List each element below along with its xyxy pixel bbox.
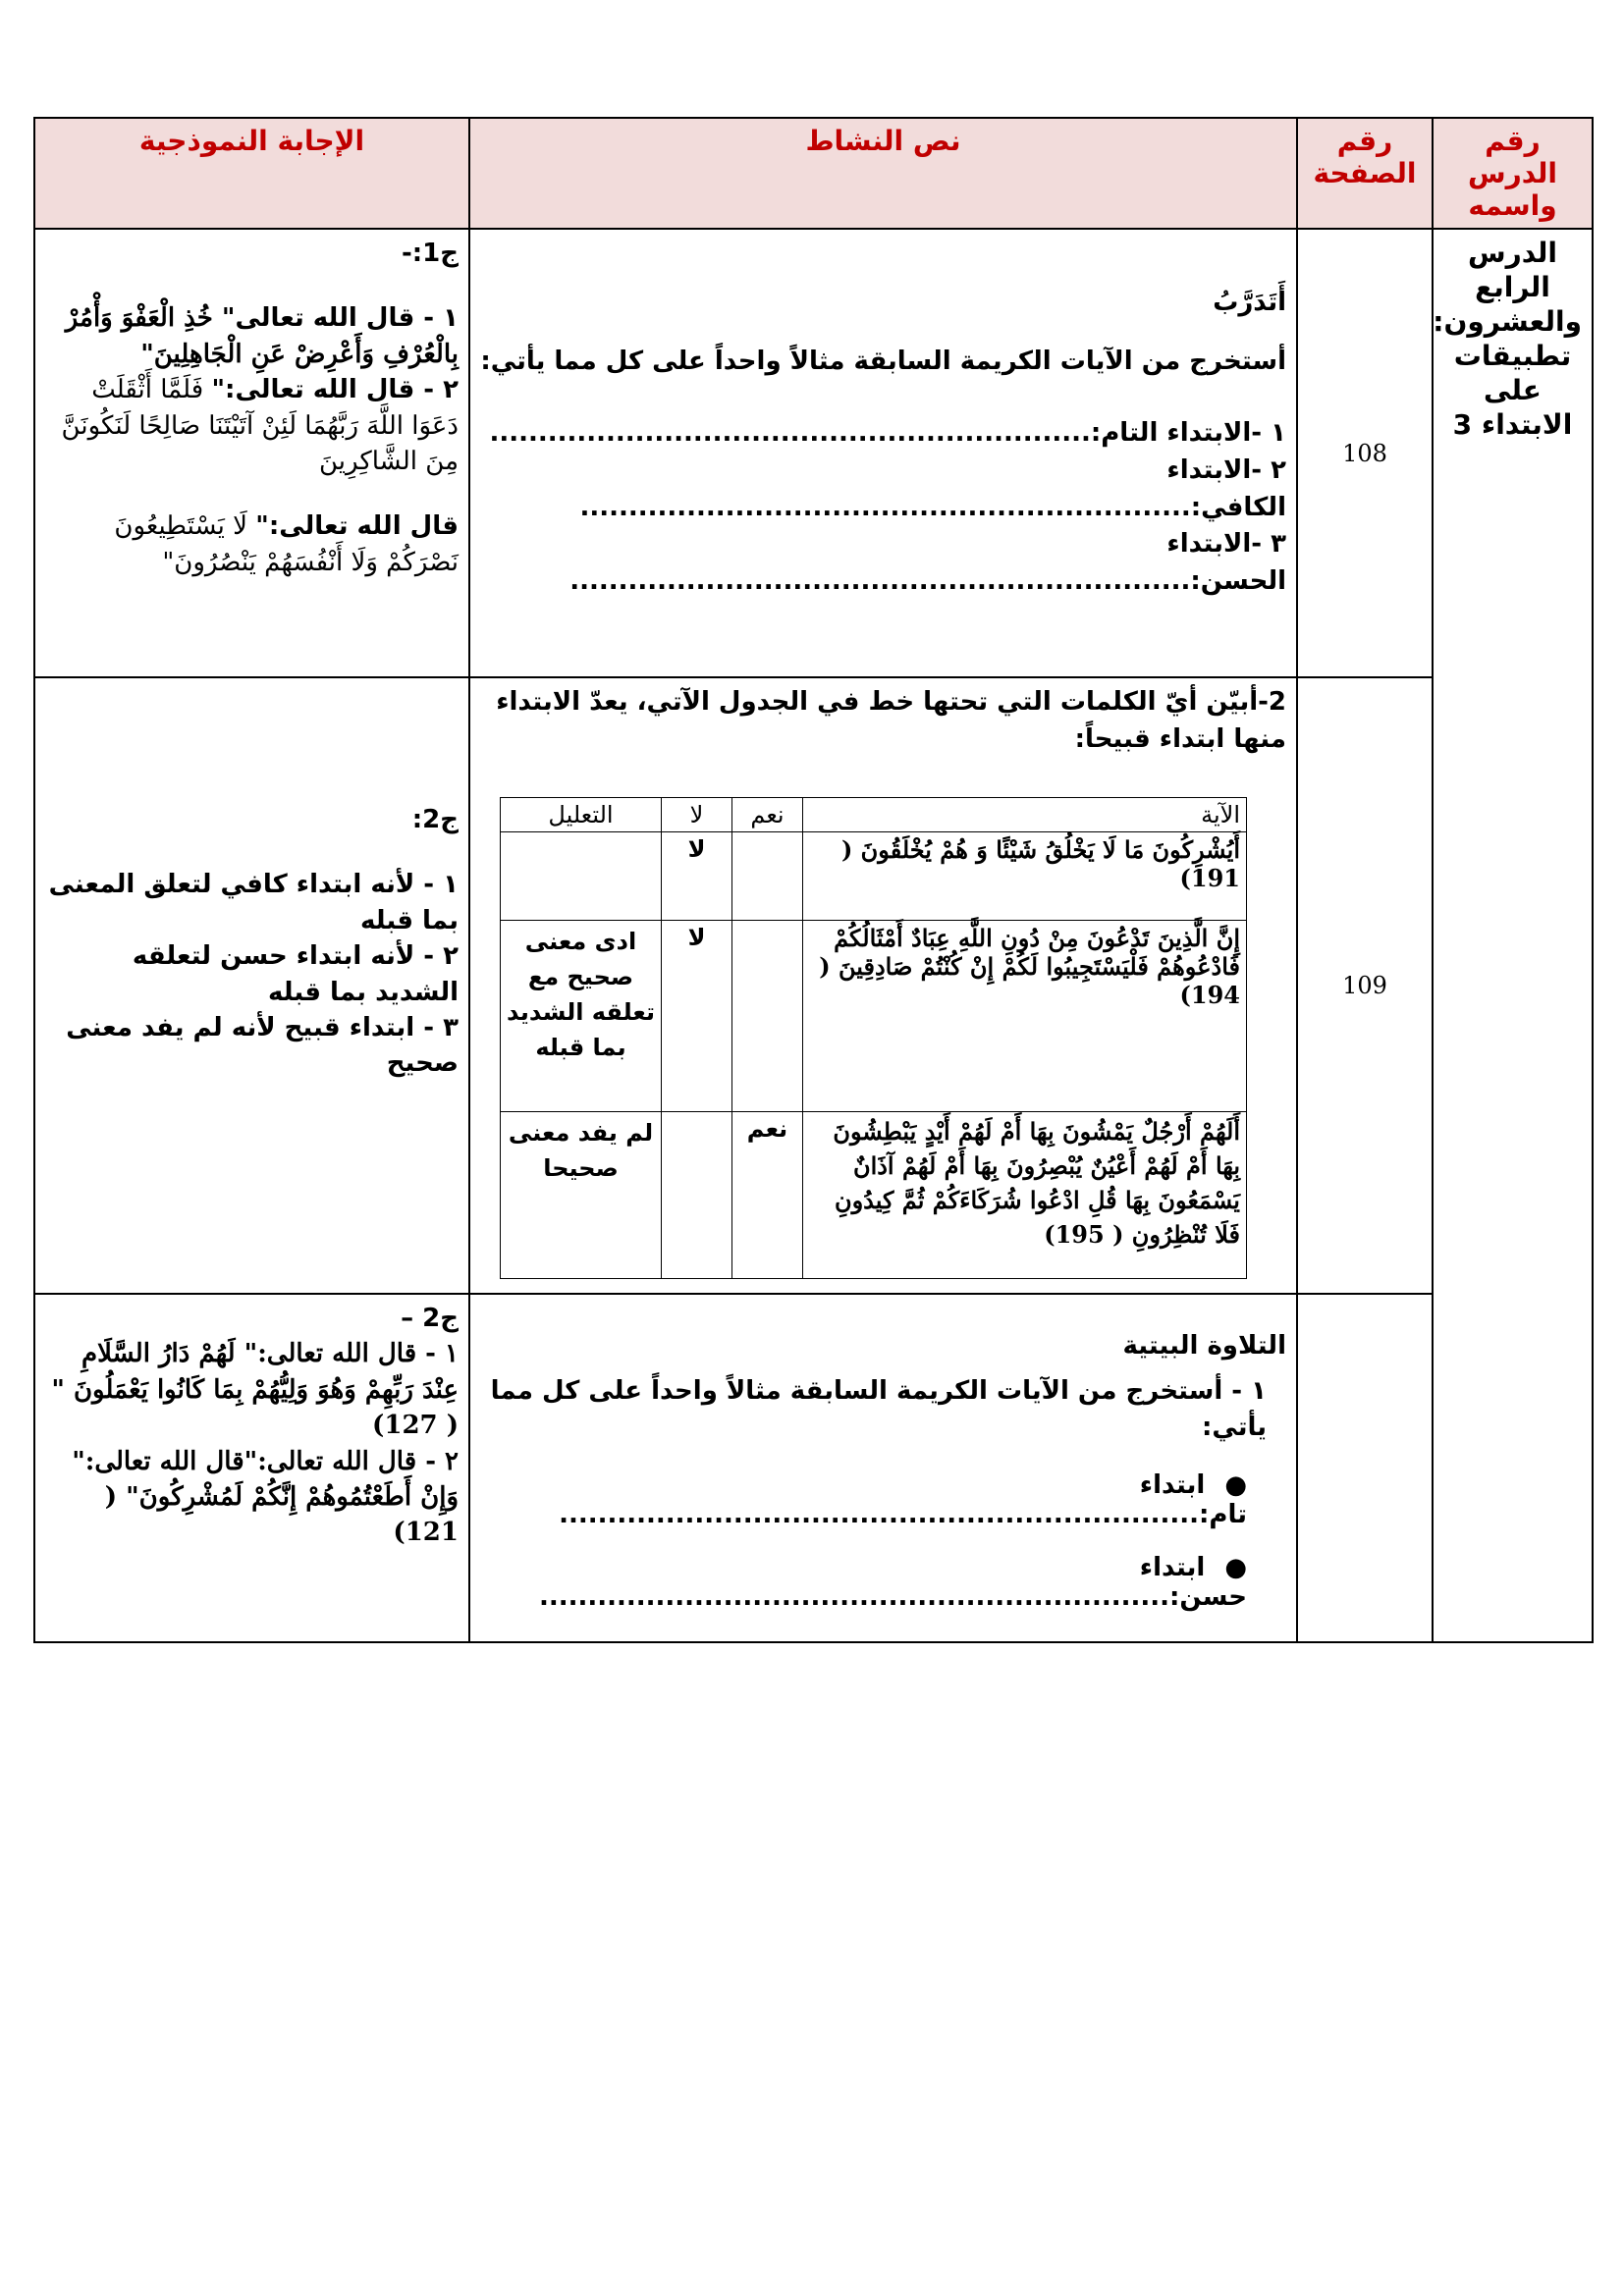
- answer-1-intro: ١ - قال الله تعالى": [221, 303, 459, 334]
- answer-1: ١ - لأنه ابتداء كافي لتعلق المعنى بما قبله: [48, 870, 459, 935]
- header-activity: نص النشاط: [469, 118, 1297, 229]
- column-header-yes: نعم: [732, 798, 803, 832]
- verse-cell: أَيُشْرِكُونَ مَا لَا يَخْلُقُ شَيْئًا وَ هُمْ يُخْلَقُونَ ( 191): [803, 832, 1247, 921]
- answer-row2: [34, 677, 469, 1294]
- yes-cell: [732, 921, 803, 1112]
- activity-item-2: ٢ -الابتداء الكافي:...............................................................: [579, 455, 1286, 522]
- verse-cell: إِنَّ الَّذِينَ تَدْعُونَ مِنْ دُونِ اللَّهِ عِبَادٌ أَمْثَالُكُمْ فَادْعُوهُمْ فَلْيَسْتَجِيبُوا لَكُمْ إِنْ كُنْتُمْ صَادِقِينَ ( 194): [803, 921, 1247, 1112]
- answer-3-intro: قال الله تعالى:": [255, 511, 459, 542]
- answer-row3: [34, 1294, 469, 1642]
- page-number-empty: [1297, 1294, 1433, 1642]
- answer-3: ٣ - ابتداء قبيح لأنه لم يفد معنى صحيح: [66, 1012, 459, 1079]
- answer-label: ج2 –: [401, 1304, 459, 1333]
- verses-table-header: [501, 798, 1247, 832]
- lesson-title: الدرس الرابع والعشرون: تطبيقات على الابتداء 3: [1433, 229, 1593, 1642]
- header-lesson: رقم الدرس واسمه: [1433, 118, 1593, 229]
- no-cell: لا: [662, 921, 732, 1112]
- activity-instruction: ١ - أستخرج من الآيات الكريمة السابقة مثالاً واحداً على كل مما يأتي:: [490, 1375, 1267, 1443]
- table-row: [501, 921, 1247, 1112]
- column-header-no: لا: [662, 798, 732, 832]
- homework-list: [480, 1470, 1247, 1612]
- answer-2: ٢ - لأنه ابتداء حسن لتعلقه الشديد بما قبله: [132, 941, 459, 1007]
- yes-cell: نعم: [732, 1112, 803, 1279]
- answer-2-verse: فَلَمَّا أَثْقَلَتْ دَعَوَا اللَّهَ رَبَّهُمَا لَئِنْ آتَيْتَنَا صَالِحًا لَنَكُونَنَّ مِنَ الشَّاكِرِينَ: [61, 375, 459, 476]
- page-number-108: 108: [1297, 229, 1433, 677]
- answer-1: [45, 300, 459, 372]
- answer-1: ١ - قال الله تعالى:" لَهُمْ دَارُ السَّلَامِ عِنْدَ رَبِّهِمْ وَهُوَ وَلِيُّهُمْ بِمَا كَانُوا يَعْمَلُونَ "( 127): [51, 1339, 459, 1441]
- table-row: [501, 1112, 1247, 1279]
- page-number-109: 109: [1297, 677, 1433, 1294]
- answer-2: [45, 372, 459, 479]
- answer-3: [45, 508, 459, 580]
- activity-heading: أَتَدَرَّبُ: [1213, 288, 1286, 317]
- column-header-verse: الآية: [803, 798, 1247, 832]
- activity-row2: [469, 677, 1297, 1294]
- table-row: [501, 832, 1247, 921]
- answer-2-intro: ٢ - قال الله تعالى:": [211, 375, 459, 405]
- reason-cell: لم يفد معنى صحيحا: [501, 1112, 662, 1279]
- header-answer: الإجابة النموذجية: [34, 118, 469, 229]
- column-header-reason: التعليل: [501, 798, 662, 832]
- answer-1-verse: خُذِ الْعَفْوَ وَأْمُرْ بِالْعُرْفِ وَأَعْرِضْ عَنِ الْجَاهِلِينَ": [65, 303, 459, 369]
- activity-row3: [469, 1294, 1297, 1642]
- answer-label: ج1:-: [401, 239, 459, 268]
- reason-cell: [501, 832, 662, 921]
- answer-row1: [34, 229, 469, 677]
- activity-heading: 2-أبيّن أيّ الكلمات التي تحتها خط في الجدول الآتي، يعدّ الابتداء منها ابتداء قبيحاً:: [496, 687, 1286, 754]
- lesson-table: [33, 117, 1594, 1643]
- verses-table: [500, 797, 1247, 1279]
- list-item: ● ابتداء حسن:.................................................................: [480, 1553, 1247, 1612]
- answer-label: ج2:: [411, 805, 459, 834]
- answer-2: ٢ - قال الله تعالى:"قال الله تعالى:" وَإِنْ أَطَعْتُمُوهُمْ إِنَّكُمْ لَمُشْرِكُونَ" ( 121): [72, 1446, 459, 1548]
- activity-instruction: أستخرج من الآيات الكريمة السابقة مثالاً واحداً على كل مما يأتي:: [480, 346, 1286, 376]
- reason-cell: ادى معنى صحيح مع تعلقه الشديد بما قبله: [501, 921, 662, 1112]
- activity-heading: التلاوة البيتية: [1122, 1331, 1286, 1361]
- activity-item-3: ٣ -الابتداء الحسن:................................................................: [569, 529, 1286, 597]
- no-cell: لا: [662, 832, 732, 921]
- yes-cell: [732, 832, 803, 921]
- no-cell: [662, 1112, 732, 1279]
- activity-item-1: ١ -الابتداء التام:..............................................................: [489, 418, 1286, 449]
- header-page: رقم الصفحة: [1297, 118, 1433, 229]
- activity-row1: [469, 229, 1297, 677]
- list-item: ● ابتداء تام:..................................................................: [480, 1470, 1247, 1529]
- answer-3-verse: لَا يَسْتَطِيعُونَ نَصْرَكُمْ وَلَا أَنْفُسَهُمْ يَنْصُرُونَ": [114, 511, 459, 577]
- verse-cell: أَلَهُمْ أَرْجُلٌ يَمْشُونَ بِهَا أَمْ لَهُمْ أَيْدٍ يَبْطِشُونَ بِهَا أَمْ لَهُمْ أَعْيُنٌ يُبْصِرُونَ بِهَا أَمْ لَهُمْ آذَانٌ يَسْمَعُونَ بِهَا قُلِ ادْعُوا شُرَكَاءَكُمْ ثُمَّ كِيدُونِ فَلَا تُنْظِرُونِ ( 195): [803, 1112, 1247, 1279]
